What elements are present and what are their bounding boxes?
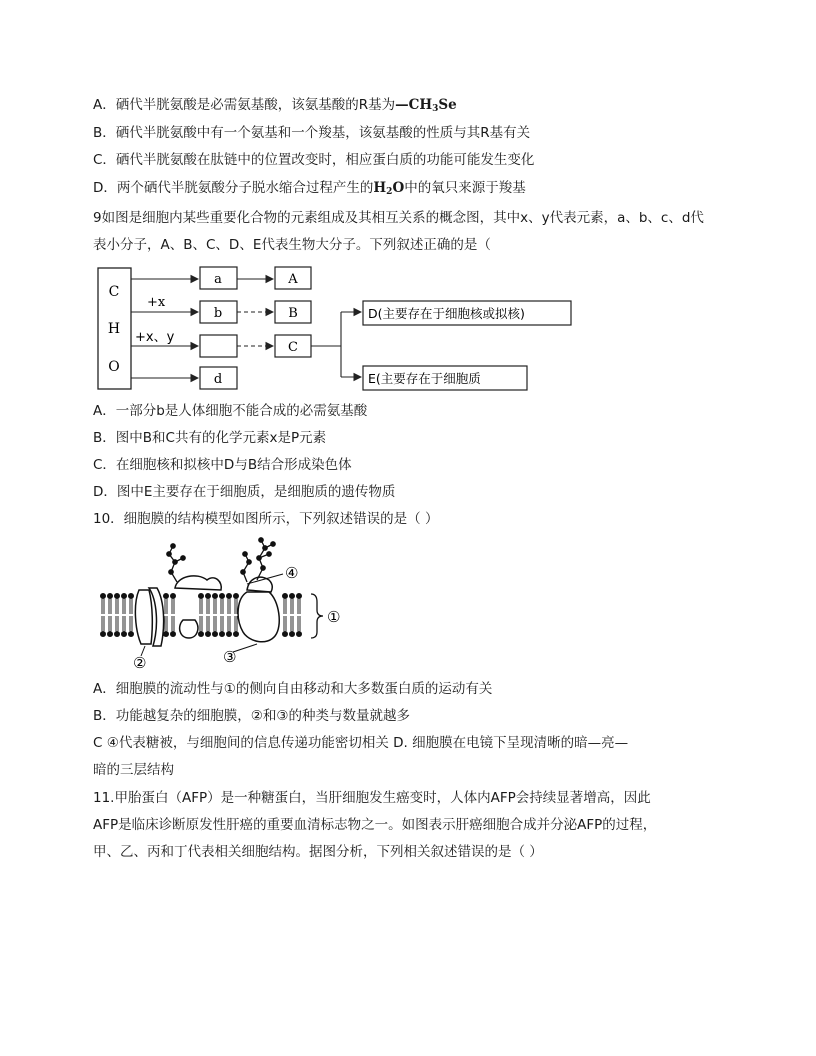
q8-option-a-text: A．硒代半胱氨酸是必需氨基酸，该氨基酸的R基为 [93,97,396,113]
lipid-head [198,631,204,637]
lipid-tail [102,599,104,614]
q10-option-d-continued: 暗的三层结构 [93,762,174,778]
lipid-tail [102,616,104,631]
q9-option-a: A．一部分b是人体细胞不能合成的必需氨基酸 [93,403,368,419]
small-a: a [214,272,222,287]
small-b: b [213,306,223,321]
label-plus-xy: +x、y [135,330,175,345]
lipid-tail [214,599,216,614]
lipid-head [212,631,218,637]
lipid-tail [172,599,174,614]
label-3: ③ [223,648,237,666]
lipid-head [226,593,232,599]
lipid-head [296,593,302,599]
lipid-tail [165,616,167,631]
q10-option-b: B．功能越复杂的细胞膜，②和③的种类与数量就越多 [93,708,410,724]
inner-protein [180,620,198,638]
q9-option-d: D．图中E主要存在于细胞质，是细胞质的遗传物质 [93,484,396,500]
e-label: E(主要存在于细胞质 [368,371,481,386]
label-2: ② [133,654,147,672]
q9-stem-line1: 9如图是细胞内某些重要化合物的元素组成及其相互关系的概念图，其中x、y代表元素，a、b、c、d代 [93,210,704,226]
q10-stem: 10．细胞膜的结构模型如图所示，下列叙述错误的是（ ） [93,511,439,527]
lipid-tail [116,616,118,631]
lipid-tail [221,599,223,614]
lipid-head [100,593,106,599]
lipid-tail [109,599,111,614]
lipid-head [233,631,239,637]
lipid-head [114,593,120,599]
q11-stem-line3: 甲、乙、丙和丁代表相关细胞结构。据图分析，下列相关叙述错误的是（ ） [93,844,543,860]
glycocalyx-chains [167,538,275,582]
q9-option-b: B．图中B和C共有的化学元素x是P元素 [93,430,327,446]
lipid-head [163,593,169,599]
large-c: C [288,340,298,355]
lipid-tail [207,599,209,614]
element-h: H [107,321,121,337]
transmembrane-protein-2 [135,588,163,646]
lipid-head [226,631,232,637]
lipid-head [289,593,295,599]
q8-option-a [93,96,457,118]
q11-stem-line2: AFP是临床诊断原发性肝癌的重要血清标志物之一。如图表示肝癌细胞合成并分泌AFP的过程， [93,817,657,833]
q8-option-c: C．硒代半胱氨酸在肽链中的位置改变时，相应蛋白质的功能可能发生变化 [93,152,535,168]
lipid-head [128,631,134,637]
small-box-c [200,335,237,357]
lipid-head [233,593,239,599]
lipid-head [198,593,204,599]
label-1: ① [327,608,341,626]
lipid-head [121,593,127,599]
lipid-head [219,631,225,637]
q8-option-b: B．硒代半胱氨酸中有一个氨基和一个羧基，该氨基酸的性质与其R基有关 [93,125,531,141]
lipid-tail [298,616,300,631]
d-label: D(主要存在于细胞核或拟核) [368,306,525,321]
lipid-head [128,593,134,599]
lipid-head [289,631,295,637]
lipid-head [205,631,211,637]
q10-option-cd: C ④代表糖被，与细胞间的信息传递功能密切相关 D. 细胞膜在电镜下呈现清晰的暗—亮— [93,735,629,751]
lipid-head [170,631,176,637]
q11-stem-line1: 11.甲胎蛋白（AFP）是一种糖蛋白，当肝细胞发生癌变时，人体内AFP会持续显著增高，因此 [93,790,651,806]
lipid-head [212,593,218,599]
lipid-head [107,631,113,637]
lipid-tail [228,599,230,614]
lipid-head [170,593,176,599]
lipid-tail [165,599,167,614]
large-b: B [288,306,298,321]
water-formula: $H_2O$ [373,180,405,197]
lipid-tail [284,599,286,614]
bilayer-brace [311,594,323,638]
lipid-head [296,631,302,637]
label-plus-x: +x [147,295,166,310]
label-4: ④ [285,564,299,582]
surface-protein [175,576,221,590]
lipid-tail [200,599,202,614]
q8-option-a-formula: $—CH_3Se$ [395,97,457,114]
lipid-tail [130,599,132,614]
lipid-head [219,593,225,599]
element-c: C [108,284,120,300]
lipid-head [107,593,113,599]
lipid-tail [172,616,174,631]
lipid-tail [298,599,300,614]
lipid-tail [207,616,209,631]
lipid-tail [228,616,230,631]
lipid-tail [116,599,118,614]
lipid-tail [200,616,202,631]
large-a: A [288,272,298,287]
element-o: O [108,359,120,375]
lipid-head [114,631,120,637]
lipid-tail [123,616,125,631]
lipid-head [121,631,127,637]
lipid-tail [291,599,293,614]
lipid-tail [221,616,223,631]
q9-option-c: C．在细胞核和拟核中D与B结合形成染色体 [93,457,352,473]
lipid-tail [123,599,125,614]
upper-protein [247,577,272,592]
integral-protein-3 [238,592,279,642]
lipid-tail [130,616,132,631]
lipid-tail [235,616,237,631]
lipid-head [205,593,211,599]
lipid-head [282,631,288,637]
q9-concept-diagram [95,262,575,394]
lipid-head [282,593,288,599]
lipid-tail [291,616,293,631]
lipid-head [100,631,106,637]
q10-option-a: A．细胞膜的流动性与①的侧向自由移动和大多数蛋白质的运动有关 [93,681,493,697]
lipid-tail [214,616,216,631]
lipid-tail [109,616,111,631]
small-d: d [213,372,223,387]
q8-option-d: D．两个硒代半胱氨酸分子脱水缩合过程产生的$H_2O$中的氧只来源于羧基 [93,180,526,197]
q10-membrane-diagram [97,534,357,672]
lipid-tail [235,599,237,614]
lipid-tail [284,616,286,631]
q9-stem-line2: 表小分子，A、B、C、D、E代表生物大分子。下列叙述正确的是（ [93,237,491,253]
